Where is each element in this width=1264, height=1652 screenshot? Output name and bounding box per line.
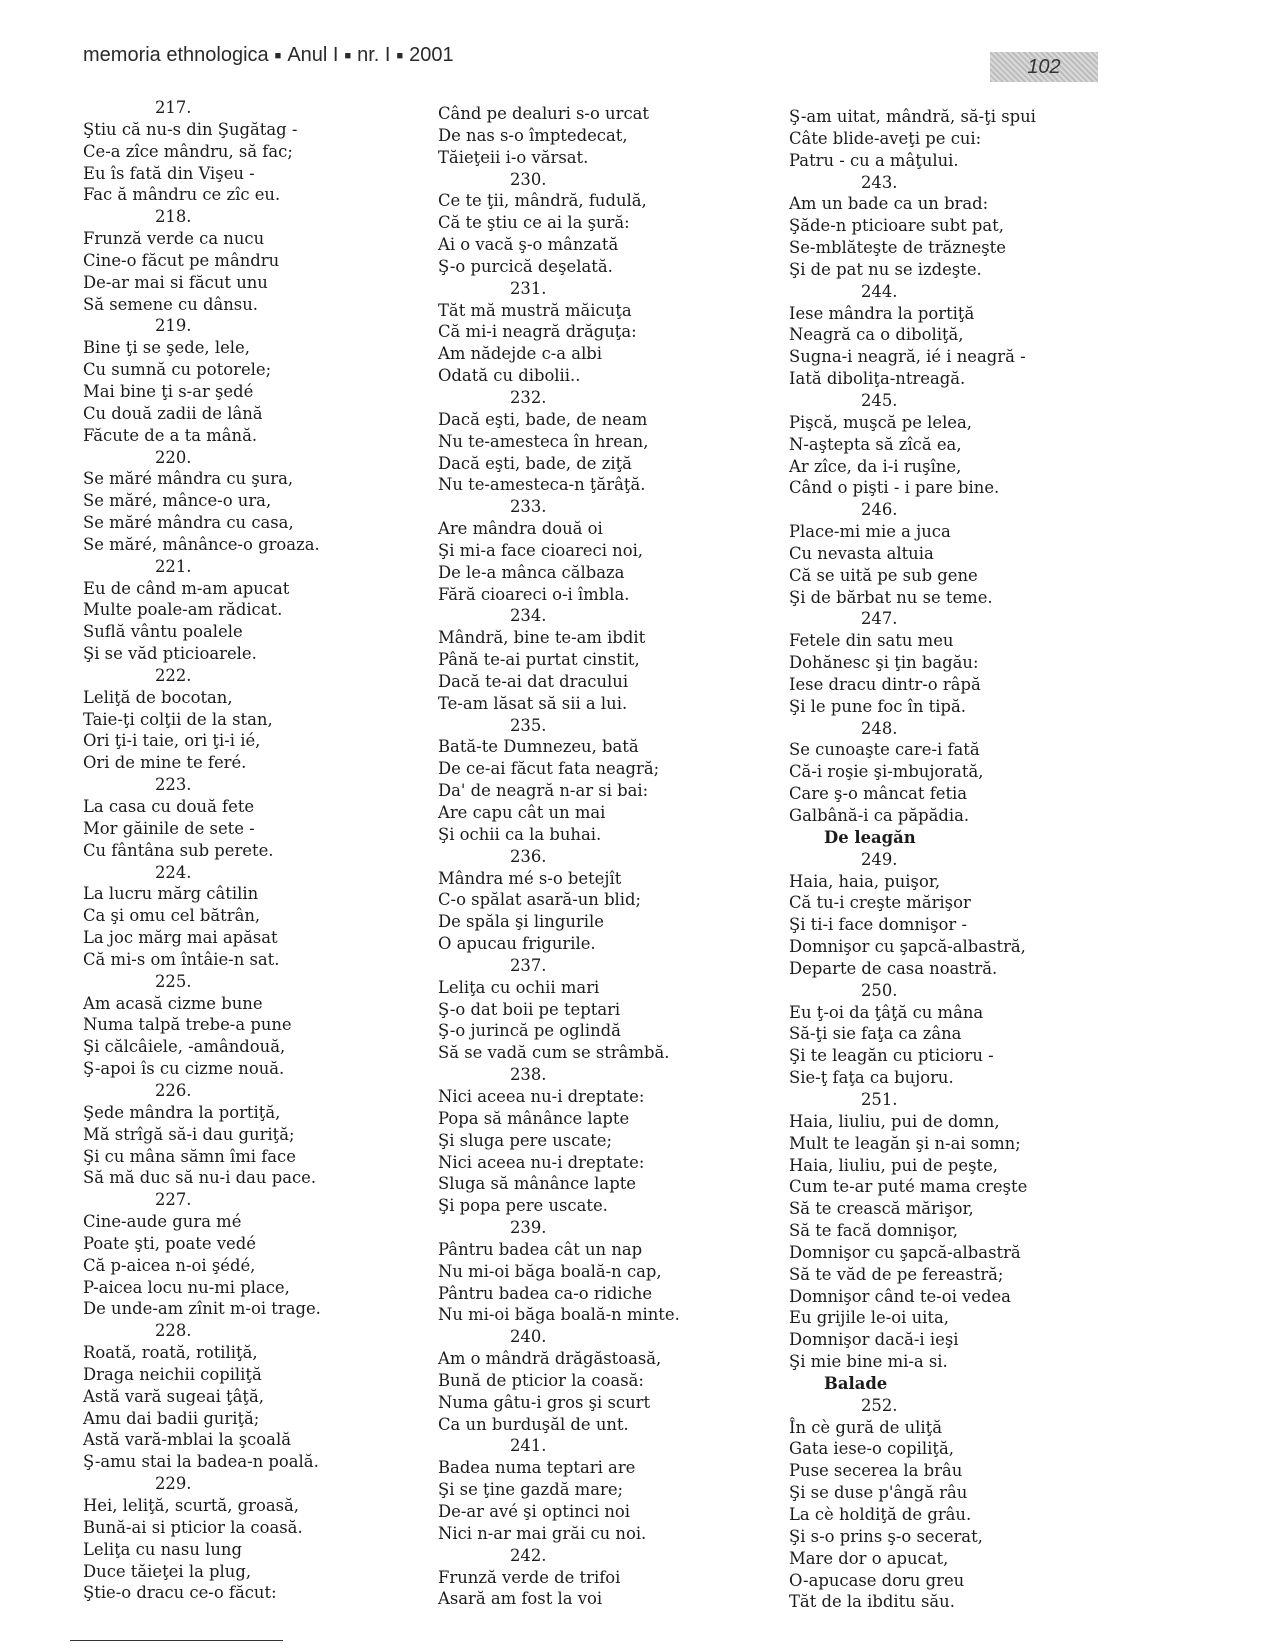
verse-line: La cè holdiţă de grâu. — [789, 1505, 972, 1524]
verse-line: Şi ochii ca la buhai. — [438, 824, 602, 844]
verse-line: Ş-apoi îs cu cizme nouă. — [83, 1059, 285, 1079]
separator-square-icon: ■ — [396, 50, 404, 62]
verse-line: Că mi-i neagră drăguţa: — [438, 322, 637, 342]
poem-number: 226. — [155, 1080, 192, 1100]
verse-line: Domnişor cu şapcă-albastră, — [789, 937, 1026, 957]
separator-square-icon: ■ — [344, 50, 352, 62]
verse-line: De-ar mai si făcut unu — [83, 272, 268, 292]
poem-number: 247. — [861, 609, 898, 629]
poem-number: 229. — [155, 1474, 192, 1494]
verse-line: Ş-amu stai la badea-n poală. — [83, 1452, 319, 1472]
verse-line: Şi de pat nu se izdeşte. — [789, 259, 982, 279]
poem-number: 240. — [510, 1327, 547, 1347]
verse-line: De le-a mânca călbaza — [438, 562, 625, 582]
poem-number: 231. — [510, 278, 547, 298]
verse-line: Eu îs fată din Vişeu - — [83, 163, 255, 183]
verse-line: Cine-o făcut pe mândru — [83, 250, 280, 270]
verse-line: Nu mi-oi băga boală-n minte. — [438, 1305, 680, 1325]
poem-number: 222. — [155, 665, 192, 685]
verse-line: Ş-am uitat, mândră, să-ţi spui — [789, 107, 1036, 126]
verse-line: Să semene cu dânsu. — [83, 294, 258, 314]
running-header — [83, 44, 454, 67]
verse-line: Şi ti-i face domnişor - — [789, 915, 967, 935]
poem-number: 245. — [861, 390, 898, 410]
separator-square-icon: ■ — [274, 50, 282, 62]
page-number: 102 — [990, 52, 1098, 82]
verse-line: Şăde-n pticioare subt pat, — [789, 216, 1004, 236]
text-column-3 — [789, 106, 1149, 1613]
verse-line: Şi te leagăn cu pticioru - — [789, 1046, 994, 1066]
verse-line: Ştiu că nu-s din Şugătag - — [83, 119, 298, 139]
verse-line: Ş-o jurincă pe oglindă — [438, 1021, 621, 1041]
verse-line: De spăla şi lingurile — [438, 912, 604, 932]
verse-line: Patru - cu a mâţului. — [789, 150, 959, 170]
verse-line: Cu fântâna sub perete. — [83, 840, 274, 860]
verse-line: Cu două zadii de lână — [83, 403, 263, 423]
verse-line: Că p-aicea n-oi şédé, — [83, 1255, 256, 1275]
text-column-1 — [83, 97, 443, 1604]
verse-line: Dacă eşti, bade, de neam — [438, 409, 648, 429]
verse-line: Fetele din satu meu — [789, 631, 954, 651]
verse-line: Făcute de a ta mână. — [83, 425, 258, 445]
verse-line: Nu mi-oi băga boală-n cap, — [438, 1261, 662, 1281]
verse-line: Se măré, mânce-o ura, — [83, 491, 272, 511]
verse-line: Pântru badea cât un nap — [438, 1239, 643, 1259]
poem-number: 249. — [861, 849, 898, 869]
poem-number: 230. — [510, 169, 547, 189]
verse-line: Sluga să mânânce lapte — [438, 1174, 636, 1194]
verse-line: Domnişor dacă-i ieşi — [789, 1330, 959, 1350]
verse-line: Ce te ţii, mândră, fudulă, — [438, 191, 647, 211]
verse-line: Iată diboliţa-ntreagă. — [789, 369, 966, 389]
poem-number: 243. — [861, 172, 898, 192]
verse-line: Care ş-o mâncat fetia — [789, 784, 968, 804]
verse-line: Hei, leliţă, scurtă, groasă, — [83, 1496, 299, 1515]
verse-line: Puse secerea la brâu — [789, 1461, 963, 1481]
verse-line: Haia, haia, puişor, — [789, 871, 941, 891]
verse-line: Are capu cât un mai — [438, 803, 606, 822]
poem-number: 244. — [861, 281, 898, 301]
verse-line: Numa talpă trebe-a pune — [83, 1015, 292, 1035]
verse-line: Mă strîgă să-i dau guriţă; — [83, 1124, 295, 1144]
verse-line: Şi mie bine mi-a si. — [789, 1352, 948, 1372]
verse-line: Bine ţi se şede, lele, — [83, 338, 250, 358]
verse-line: Haia, liuliu, pui de domn, — [789, 1111, 1000, 1131]
verse-line: Se măré, mânânce-o groaza. — [83, 534, 320, 554]
verse-line: Cu sumnă cu potorele; — [83, 360, 272, 380]
verse-line: O apucau frigurile. — [438, 934, 596, 954]
verse-line: Nici n-ar mai grăi cu noi. — [438, 1523, 647, 1543]
poem-number: 224. — [155, 862, 192, 882]
verse-line: Să se vadă cum se strâmbă. — [438, 1043, 670, 1063]
verse-line: Leliţă de bocotan, — [83, 687, 233, 707]
year-label: Anul I — [287, 44, 339, 66]
verse-line: Eu de când m-am apucat — [83, 578, 290, 598]
verse-line: Badea numa teptari are — [438, 1458, 636, 1478]
verse-line: Mai bine ţi s-ar şedé — [83, 381, 254, 401]
verse-line: Pişcă, muşcă pe lelea, — [789, 412, 972, 432]
verse-line: În cè gură de uliţă — [789, 1417, 942, 1437]
verse-line: Roată, roată, rotiliţă, — [83, 1343, 258, 1363]
poem-number: 246. — [861, 500, 898, 520]
verse-line: Să te crească mărişor, — [789, 1199, 974, 1219]
verse-line: Mor găinile de sete - — [83, 818, 255, 838]
verse-line: Mare dor o apucat, — [789, 1548, 949, 1568]
verse-line: Am un bade ca un brad: — [789, 194, 989, 214]
verse-line: Nu te-amesteca-n ţărâţă. — [438, 475, 646, 495]
poem-number: 233. — [510, 497, 547, 517]
verse-line: Şede mândra la portiţă, — [83, 1102, 281, 1122]
verse-line: Şi le pune foc în tipă. — [789, 696, 966, 716]
verse-line: Ori de mine te feré. — [83, 753, 247, 773]
poem-number: 238. — [510, 1065, 547, 1085]
publication-year: 2001 — [409, 44, 454, 66]
poem-number: 225. — [155, 971, 192, 991]
verse-line: Neagră ca o diboliţă, — [789, 325, 964, 345]
poem-number: 221. — [155, 556, 192, 576]
poem-number: 250. — [861, 980, 898, 1000]
verse-line: Leliţa cu nasu lung — [83, 1539, 242, 1559]
section-heading: Balade — [824, 1373, 888, 1393]
verse-line: Nici aceea nu-i dreptate: — [438, 1152, 645, 1172]
verse-line: Eu ţ-oi da ţâţă cu mâna — [789, 1002, 984, 1022]
verse-line: Ar zîce, da i-i ruşîne, — [789, 456, 962, 476]
verse-line: Da' de neagră n-ar si bai: — [438, 781, 649, 801]
verse-line: Şi se ţine gazdă mare; — [438, 1480, 624, 1500]
verse-line: La casa cu două fete — [83, 797, 255, 816]
poem-number: 241. — [510, 1436, 547, 1456]
verse-line: Până te-ai purtat cinstit, — [438, 650, 640, 670]
verse-line: Te-am lăsat să sii a lui. — [438, 693, 628, 713]
verse-line: Şi popa pere uscate. — [438, 1196, 608, 1216]
verse-line: Fără cioareci o-i îmbla. — [438, 584, 630, 604]
verse-line: Cum te-ar puté mama creşte — [789, 1177, 1028, 1197]
verse-line: Să te văd de pe fereastră; — [789, 1264, 1004, 1284]
verse-line: Şi de bărbat nu se teme. — [789, 587, 993, 607]
verse-line: Ş-o dat boii pe teptari — [438, 999, 621, 1019]
verse-line: P-aicea locu nu-mi place, — [83, 1277, 290, 1297]
poem-number: 227. — [155, 1190, 192, 1210]
verse-line: Eu grijile le-oi uita, — [789, 1308, 949, 1328]
verse-line: Ş-o purcică deşelată. — [438, 256, 613, 276]
verse-line: Amu dai badii guriţă; — [83, 1408, 260, 1428]
text-column-2 — [438, 103, 798, 1610]
verse-line: Mândra mé s-o betejît — [438, 868, 622, 888]
verse-line: Odată cu dibolii.. — [438, 366, 581, 386]
verse-line: Când pe dealuri s-o urcat — [438, 104, 649, 123]
section-heading: De leagăn — [824, 827, 916, 847]
verse-line: Pântru badea ca-o ridiche — [438, 1283, 653, 1303]
verse-line: Tăt de la ibditu său. — [789, 1592, 955, 1612]
verse-line: Bată-te Dumnezeu, bată — [438, 737, 639, 757]
verse-line: Draga neichii copiliţă — [83, 1364, 262, 1384]
verse-line: Ştie-o dracu ce-o făcut: — [83, 1583, 277, 1603]
verse-line: Şi se duse p'ângă râu — [789, 1483, 968, 1503]
verse-line: Se măré mândra cu casa, — [83, 513, 294, 533]
poem-number: 236. — [510, 846, 547, 866]
verse-line: Ca un burduşăl de unt. — [438, 1414, 629, 1434]
verse-line: Ce-a zîce mândru, să fac; — [83, 141, 293, 161]
verse-line: Gata iese-o copiliţă, — [789, 1439, 954, 1459]
verse-line: Ca şi omu cel bătrân, — [83, 906, 261, 926]
verse-line: Tăt mă mustră măicuţa — [438, 300, 632, 320]
verse-line: Tăieţeii i-o vărsat. — [438, 147, 589, 167]
verse-line: Când o pişti - i pare bine. — [789, 478, 1000, 498]
verse-line: Galbână-i ca păpădia. — [789, 806, 970, 825]
verse-line: Nu te-amesteca în hrean, — [438, 431, 649, 451]
verse-line: Se-mblăteşte de trăzneşte — [789, 238, 1006, 258]
journal-title: memoria ethnologica — [83, 44, 269, 66]
verse-line: Dacă eşti, bade, de ziţă — [438, 453, 632, 473]
verse-line: Fac ă mândru ce zîc eu. — [83, 185, 281, 205]
verse-line: Iese mândra la portiţă — [789, 303, 975, 323]
verse-line: Să-ţi sie faţa ca zâna — [789, 1024, 962, 1044]
verse-line: Se măré mândra cu şura, — [83, 469, 294, 489]
verse-line: De ce-ai făcut fata neagră; — [438, 759, 660, 779]
verse-line: Suflă vântu poalele — [83, 622, 243, 642]
verse-line: Sugna-i neagră, ié i neagră - — [789, 347, 1026, 367]
footnote-rule — [70, 1640, 283, 1641]
verse-line: Leliţa cu ochii mari — [438, 977, 600, 997]
poem-number: 239. — [510, 1218, 547, 1238]
verse-line: C-o spălat asară-un blid; — [438, 890, 642, 910]
verse-line: Duce tăieţei la plug, — [83, 1561, 252, 1581]
verse-line: Astă vară-mblai la şcoală — [83, 1430, 291, 1450]
verse-line: Că-i roşie şi-mbujorată, — [789, 762, 984, 782]
verse-line: O-apucase doru greu — [789, 1570, 965, 1590]
verse-line: Că se uită pe sub gene — [789, 565, 978, 585]
verse-line: Şi se văd pticioarele. — [83, 644, 257, 664]
poem-number: 235. — [510, 715, 547, 735]
verse-line: Şi sluga pere uscate; — [438, 1130, 613, 1150]
poem-number: 228. — [155, 1321, 192, 1341]
verse-line: Haia, liuliu, pui de peşte, — [789, 1155, 999, 1175]
verse-line: Sie-ţ faţa ca bujoru. — [789, 1068, 954, 1088]
verse-line: Să mă duc să nu-i dau pace. — [83, 1168, 317, 1188]
verse-line: Frunză verde de trifoi — [438, 1567, 621, 1587]
poem-number: 217. — [155, 98, 192, 117]
verse-line: Bună de pticior la coasă: — [438, 1370, 644, 1390]
verse-line: De unde-am zînit m-oi trage. — [83, 1299, 321, 1319]
verse-line: Ai o vacă ş-o mânzată — [438, 235, 619, 255]
verse-line: Bună-ai si pticior la coasă. — [83, 1517, 303, 1537]
verse-line: Domnişor când te-oi vedea — [789, 1286, 1011, 1306]
verse-line: Departe de casa noastră. — [789, 958, 998, 978]
verse-line: Astă vară sugeai ţâţă, — [83, 1386, 264, 1406]
verse-line: Că te ştiu ce ai la şură: — [438, 213, 630, 233]
verse-line: Să te facă domnişor, — [789, 1221, 958, 1241]
verse-line: Domnişor cu şapcă-albastră — [789, 1242, 1021, 1262]
verse-line: La lucru mărg câtilin — [83, 884, 259, 904]
poem-number: 223. — [155, 775, 192, 795]
verse-line: Câte blide-aveţi pe cui: — [789, 128, 982, 148]
verse-line: Poate şti, poate vedé — [83, 1233, 256, 1253]
poem-number: 232. — [510, 387, 547, 407]
verse-line: Şi mi-a face cioareci noi, — [438, 540, 644, 560]
verse-line: Nici aceea nu-i dreptate: — [438, 1086, 645, 1106]
poem-number: 248. — [861, 718, 898, 738]
poem-number: 251. — [861, 1089, 898, 1109]
poem-number: 219. — [155, 316, 192, 336]
verse-line: N-aştepta să zîcă ea, — [789, 434, 962, 454]
verse-line: Am o mândră drăgăstoasă, — [438, 1349, 662, 1369]
verse-line: Cine-aude gura mé — [83, 1212, 242, 1232]
verse-line: Că tu-i creşte mărişor — [789, 893, 971, 913]
verse-line: Taie-ţi colţii de la stan, — [83, 709, 273, 729]
poem-number: 220. — [155, 447, 192, 467]
verse-line: Are mândra două oi — [438, 519, 603, 539]
verse-line: Popa să mânânce lapte — [438, 1108, 630, 1128]
verse-line: Şi călcâiele, -amândouă, — [83, 1037, 286, 1057]
poem-number: 242. — [510, 1545, 547, 1565]
verse-line: Numa gâtu-i gros şi scurt — [438, 1392, 651, 1412]
verse-line: Că mi-s om întâie-n sat. — [83, 949, 280, 969]
verse-line: Asară am fost la voi — [438, 1589, 603, 1609]
verse-line: Se cunoaşte care-i fată — [789, 740, 980, 760]
verse-line: Cu nevasta altuia — [789, 543, 934, 563]
verse-line: Place-mi mie a juca — [789, 522, 951, 542]
verse-line: Ori ţi-i taie, ori ţi-i ié, — [83, 731, 261, 751]
verse-line: Multe poale-am rădicat. — [83, 600, 283, 620]
verse-line: Mândră, bine te-am ibdit — [438, 628, 646, 648]
issue-number: nr. I — [357, 44, 391, 66]
verse-line: Frunză verde ca nucu — [83, 229, 265, 249]
verse-line: Am nădejde c-a albi — [438, 344, 603, 364]
verse-line: Şi s-o prins ş-o secerat, — [789, 1526, 983, 1546]
verse-line: Dacă te-ai dat dracului — [438, 671, 629, 691]
verse-line: De-ar avé şi optinci noi — [438, 1502, 631, 1521]
verse-line: Iese dracu dintr-o râpă — [789, 674, 981, 694]
verse-line: Am acasă cizme bune — [83, 993, 263, 1013]
verse-line: De nas s-o împtedecat, — [438, 125, 628, 145]
poem-number: 237. — [510, 955, 547, 975]
poem-number: 252. — [861, 1395, 898, 1415]
verse-line: La joc mărg mai apăsat — [83, 928, 278, 948]
poem-number: 234. — [510, 606, 547, 626]
verse-line: Dohănesc şi ţin bagău: — [789, 653, 979, 673]
verse-line: Şi cu mâna sămn îmi face — [83, 1146, 296, 1166]
poem-number: 218. — [155, 207, 192, 227]
verse-line: Mult te leagăn şi n-ai somn; — [789, 1133, 1021, 1153]
